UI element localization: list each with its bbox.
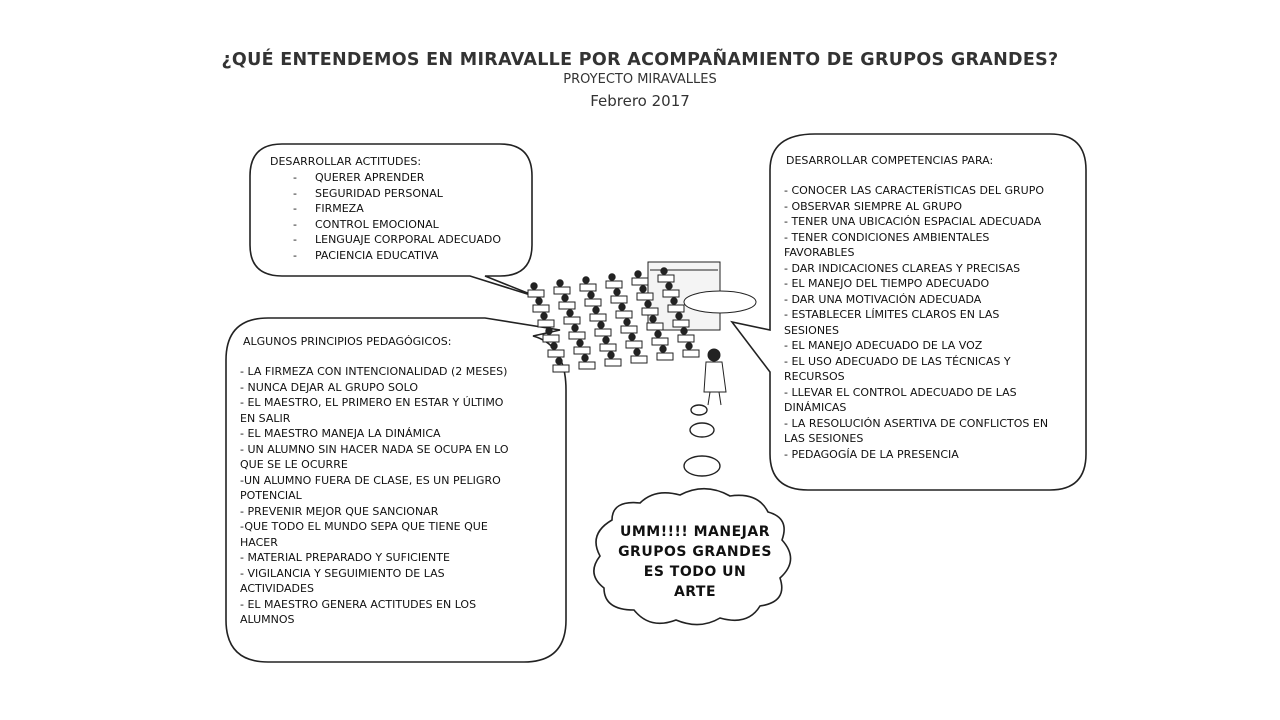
desk <box>631 356 647 363</box>
list-item: - VIGILANCIA Y SEGUIMIENTO DE LAS <box>240 566 445 580</box>
desk <box>590 314 606 321</box>
student-figure <box>624 319 630 325</box>
desk <box>528 290 544 297</box>
student-figure <box>567 310 573 316</box>
desk <box>642 308 658 315</box>
list-item: - NUNCA DEJAR AL GRUPO SOLO <box>240 380 419 394</box>
student-figure <box>614 289 620 295</box>
desk <box>663 290 679 297</box>
list-item: - QUERER APRENDER <box>315 170 501 186</box>
student-figure <box>598 322 604 328</box>
desk <box>580 284 596 291</box>
student-figure <box>577 340 583 346</box>
desk <box>569 332 585 339</box>
principles-list <box>240 364 560 628</box>
thought-line: ES TODO UN <box>643 564 747 580</box>
list-item: - DAR UNA MOTIVACIÓN ADECUADA <box>784 292 982 306</box>
list-item: - ESTABLECER LÍMITES CLAROS EN LAS <box>784 308 1000 321</box>
list-item: - TENER CONDICIONES AMBIENTALES <box>784 230 990 244</box>
thought-dot-medium <box>690 423 714 437</box>
list-item: SESIONES <box>784 323 839 337</box>
page-title: ¿QUÉ ENTENDEMOS EN MIRAVALLE POR ACOMPAÑAMIENTO DE GRUPOS GRANDES? <box>221 50 1059 70</box>
desk <box>637 293 653 300</box>
competencies-list <box>784 183 1084 462</box>
list-item: - OBSERVAR SIEMPRE AL GRUPO <box>784 199 962 213</box>
desk <box>632 278 648 285</box>
desk <box>616 311 632 318</box>
student-figure <box>531 283 537 289</box>
student-figure <box>671 298 677 304</box>
student-figure <box>655 331 661 337</box>
student-figure <box>629 334 635 340</box>
list-item: - LLEVAR EL CONTROL ADECUADO DE LAS <box>784 385 1017 399</box>
list-item: - EL MANEJO ADECUADO DE LA VOZ <box>784 339 983 352</box>
list-item: - CONTROL EMOCIONAL <box>315 217 501 233</box>
desk <box>585 299 601 306</box>
list-item: - DAR INDICACIONES CLAREAS Y PRECISAS <box>784 261 1021 275</box>
list-item: -UN ALUMNO FUERA DE CLASE, ES UN PELIGRO <box>240 473 501 487</box>
desk <box>538 320 554 327</box>
list-item: - EL MAESTRO MANEJA LA DINÁMICA <box>240 427 441 440</box>
list-item: - EL MAESTRO GENERA ACTITUDES EN LOS <box>240 597 477 611</box>
student-figure <box>557 280 563 286</box>
student-figure <box>686 343 692 349</box>
list-item: LAS SESIONES <box>784 432 864 445</box>
project-name: PROYECTO MIRAVALLES <box>563 72 717 87</box>
student-figure <box>536 298 542 304</box>
desk <box>554 287 570 294</box>
student-figure <box>551 343 557 349</box>
list-item: - MATERIAL PREPARADO Y SUFICIENTE <box>240 551 450 564</box>
list-item: - EL MANEJO DEL TIEMPO ADECUADO <box>784 277 990 290</box>
list-item: - LENGUAJE CORPORAL ADECUADO <box>315 232 501 248</box>
desk <box>683 350 699 357</box>
thought-dot-small <box>691 405 707 415</box>
student-figure <box>582 355 588 361</box>
thought-cloud-text <box>610 522 780 602</box>
list-item: POTENCIAL <box>240 489 302 502</box>
list-item: - LA RESOLUCIÓN ASERTIVA DE CONFLICTOS EN <box>784 416 1049 430</box>
list-item: RECURSOS <box>784 370 845 383</box>
list-item: -QUE TODO EL MUNDO SEPA QUE TIENE QUE <box>240 520 488 533</box>
student-figure <box>562 295 568 301</box>
student-figure <box>588 292 594 298</box>
list-item: - UN ALUMNO SIN HACER NADA SE OCUPA EN LO <box>240 442 509 456</box>
student-figure <box>660 346 666 352</box>
competencies-heading: DESARROLLAR COMPETENCIAS PARA: <box>786 154 994 167</box>
student-figure <box>609 274 615 280</box>
list-item: - CONOCER LAS CARACTERÍSTICAS DEL GRUPO <box>784 184 1045 197</box>
desk <box>657 353 673 360</box>
student-figure <box>634 349 640 355</box>
desk <box>647 323 663 330</box>
list-item: ACTIVIDADES <box>240 582 314 595</box>
student-figure <box>640 286 646 292</box>
list-item: - PEDAGOGÍA DE LA PRESENCIA <box>784 447 959 461</box>
desk <box>543 335 559 342</box>
list-item: QUE SE LE OCURRE <box>240 458 348 471</box>
desk <box>548 350 564 357</box>
desk <box>611 296 627 303</box>
desk <box>668 305 684 312</box>
list-item: EN SALIR <box>240 411 291 425</box>
list-item: DINÁMICAS <box>784 401 847 414</box>
student-figure <box>676 313 682 319</box>
document-date: Febrero 2017 <box>590 92 690 110</box>
list-item: - TENER UNA UBICACIÓN ESPACIAL ADECUADA <box>784 215 1042 228</box>
list-item: - EL USO ADECUADO DE LAS TÉCNICAS Y <box>784 354 1011 368</box>
thought-line: ARTE <box>673 584 717 600</box>
student-figure <box>593 307 599 313</box>
student-figure <box>681 328 687 334</box>
list-item: - PACIENCIA EDUCATIVA <box>315 248 501 264</box>
student-figure <box>546 328 552 334</box>
attitudes-list <box>315 170 501 263</box>
student-figure <box>645 301 651 307</box>
desk <box>652 338 668 345</box>
student-figure <box>635 271 641 277</box>
desk <box>600 344 616 351</box>
desk <box>606 281 622 288</box>
list-item: FAVORABLES <box>784 246 855 259</box>
student-figure <box>603 337 609 343</box>
desk <box>533 305 549 312</box>
desk <box>626 341 642 348</box>
desk <box>564 317 580 324</box>
desk <box>559 302 575 309</box>
desk <box>673 320 689 327</box>
student-figure <box>572 325 578 331</box>
list-item: HACER <box>240 535 278 549</box>
student-figure <box>666 283 672 289</box>
attitudes-heading: DESARROLLAR ACTITUDES: <box>270 155 422 168</box>
principles-heading: ALGUNOS PRINCIPIOS PEDAGÓGICOS: <box>243 335 452 348</box>
thought-line: GRUPOS GRANDES <box>618 544 772 560</box>
student-figure <box>619 304 625 310</box>
list-item: - EL MAESTRO, EL PRIMERO EN ESTAR Y ÚLTIMO <box>240 396 504 409</box>
list-item: - LA FIRMEZA CON INTENCIONALIDAD (2 MESES) <box>240 365 508 378</box>
thought-dot-large <box>684 456 720 476</box>
list-item: ALUMNOS <box>240 613 295 626</box>
desk <box>678 335 694 342</box>
desk <box>605 359 621 366</box>
student-figure <box>650 316 656 322</box>
list-item: - PREVENIR MEJOR QUE SANCIONAR <box>240 504 439 518</box>
list-item: - SEGURIDAD PERSONAL <box>315 186 501 202</box>
student-figure <box>661 268 667 274</box>
list-item: - FIRMEZA <box>315 201 501 217</box>
desk <box>595 329 611 336</box>
desk <box>621 326 637 333</box>
desk <box>658 275 674 282</box>
thought-line: UMM!!!! MANEJAR <box>619 524 770 540</box>
student-figure <box>583 277 589 283</box>
student-figure <box>541 313 547 319</box>
desk <box>574 347 590 354</box>
student-figure <box>608 352 614 358</box>
desk <box>579 362 595 369</box>
